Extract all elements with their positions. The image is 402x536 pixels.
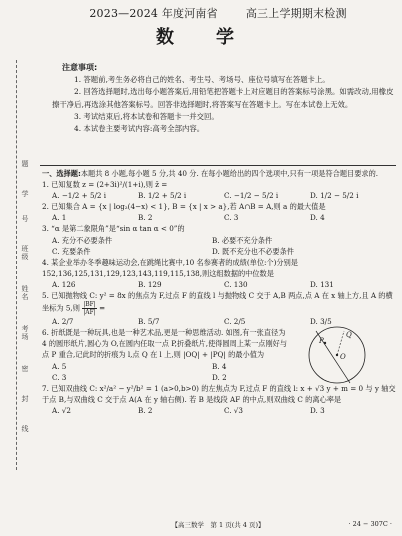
label-q: Q (346, 331, 352, 340)
binding-margin (0, 0, 34, 536)
label-o: O (340, 353, 346, 362)
notice-item: 4. 本试卷主要考试内容:高考全部内容。 (74, 124, 205, 134)
option: B. 2 (138, 213, 153, 223)
fraction (82, 301, 97, 316)
notice-item: 1. 答题前,考生务必将自己的姓名、考生号、考场号、座位号填写在答题卡上。 (74, 75, 330, 85)
divider (40, 165, 396, 166)
option: A. 充分不必要条件 (52, 235, 113, 245)
q5-stem: 5. 已知抛物线 C: y² = 8x 的焦点为 F,过点 F 的直线 l 与抛物线 C 交于 A,B 两点,点 A 在 x 轴上方,且 A 的横坐标为 5,则 (42, 291, 393, 313)
question-5 (42, 290, 396, 316)
questions (42, 168, 396, 416)
option: D. 2 (212, 372, 227, 382)
folded-circle-figure (302, 323, 372, 387)
option: B. 1/2 + 5/2 i (138, 191, 187, 201)
option: C. √3 (224, 405, 243, 415)
option: A. 2/7 (52, 317, 74, 327)
subject-title: 数 学 (156, 27, 246, 48)
option: C. 充要条件 (52, 246, 91, 256)
question-7: 7. 已知双曲线 C: x²/a² − y²/b² = 1 (a>0,b>0) 的左焦点为 F,过点 F 的直线 l: x + √3 y + m = 0 与 y 轴交于点 B,与双曲线 C 交于点 A(A 在 y 轴右侧). 若 B 是线段 AF 的中点,则双曲线 C 的离心率是 (42, 383, 396, 404)
q5-stem-end: = (99, 303, 106, 313)
option: D. 4 (310, 213, 325, 223)
binding-label: 封 (21, 395, 29, 403)
exam-header (40, 5, 396, 21)
q1-options (42, 190, 396, 201)
q6-stem: 6. 折纸既是一种玩具,也是一种艺术品,更是一种思维活动. 如图,有一张直径为 4 的圆形纸片,圆心为 O,在圆内任取一点 P,折叠纸片,使得圆周上某一点刚好与点 P 重合,记此时的折痕为 l,点 Q 在 l 上,则 |OQ| + |PQ| 的最小值为 (42, 328, 288, 360)
section-label: 一、选择题: (42, 169, 81, 178)
option: B. 必要不充分条件 (212, 235, 273, 245)
binding-label: 题 (21, 160, 29, 168)
point-o (336, 354, 338, 356)
option: B. 5/7 (138, 317, 160, 327)
binding-label: 班级 (21, 245, 29, 261)
binding-label: 学 (21, 190, 29, 198)
binding-label: 密 (21, 365, 29, 373)
option: A. √2 (52, 405, 71, 415)
seal-line (16, 60, 17, 470)
q3-options (42, 246, 396, 257)
question-1: 1. 已知复数 z = (2+3i)²/(1+i),则 z̄ = (42, 180, 168, 190)
option: D. 131 (310, 279, 334, 289)
option: C. 3 (224, 213, 239, 223)
option: D. 1/2 − 5/2 i (310, 191, 359, 201)
exam-name: 高三上学期期末检测 (245, 7, 347, 20)
notice-section (52, 62, 394, 135)
option: B. 129 (138, 279, 162, 289)
frac-den: |AF| (83, 309, 96, 317)
question-2: 2. 已知集合 A = {x | log₂(4−x) < 1}, B = {x | x > a},若 A∩B = A,则 a 的最大值是 (42, 202, 326, 212)
option: C. 130 (224, 279, 248, 289)
notice-item: 2. 回答选择题时,选出每小题答案后,用铅笔把答题卡上对应题目的答案标号涂黑。如需改动,用橡皮擦干净后,再选涂其他答案标号。回答非选择题时,将答案写在答题卡上。写在本试卷上无效。 (52, 87, 394, 109)
label-p: P (319, 337, 324, 346)
notice-title: 注意事项: (62, 63, 98, 72)
point-p (324, 342, 326, 344)
option: A. 1 (52, 213, 67, 223)
q3-options (42, 235, 396, 246)
frac-num: |BF| (83, 301, 96, 309)
exam-year: 2023—2024 年度河南省 (89, 7, 218, 20)
option: C. −1/2 − 5/2 i (224, 191, 279, 201)
notice-item: 3. 考试结束后,将本试卷和答题卡一并交回。 (74, 111, 219, 121)
binding-label: 号 (21, 215, 29, 223)
question-4: 4. 某企业举办冬季趣味运动会,在跳绳比赛中,10 名参赛者的成绩(单位:个)分别是 152,136,125,131,129,123,143,119,115,138,则这组数据的中位数是 (42, 257, 298, 278)
option: A. 5 (52, 361, 67, 371)
option: B. 2 (138, 405, 153, 415)
page-number: 【高三数学 第 1 页(共 4 页)】 (171, 521, 265, 529)
option: A. 126 (52, 279, 76, 289)
segment-oq (337, 331, 344, 355)
q7-options (42, 405, 396, 416)
option: C. 2/5 (224, 317, 246, 327)
option: A. −1/2 + 5/2 i (52, 191, 107, 201)
question-3: 3. “α 是第二象限角”是“sin α tan α < 0”的 (42, 224, 185, 234)
option: C. 3 (52, 372, 67, 382)
binding-label: 考场 (21, 325, 29, 341)
question-6 (42, 327, 396, 382)
option: D. 3 (310, 405, 325, 415)
exam-code: · 24 − 307C · (348, 520, 392, 528)
section-heading (42, 168, 396, 179)
section-desc: 本题共 8 小题,每小题 5 分,共 40 分. 在每小题给出的四个选项中,只有一项是符合题目要求的. (80, 169, 379, 178)
option: D. 3/5 (310, 317, 332, 327)
binding-label: 线 (21, 425, 29, 433)
binding-label: 姓名 (21, 285, 29, 301)
q2-options (42, 212, 396, 223)
option: D. 既不充分也不必要条件 (212, 246, 294, 256)
q4-options (42, 279, 396, 290)
option: B. 4 (212, 361, 227, 371)
